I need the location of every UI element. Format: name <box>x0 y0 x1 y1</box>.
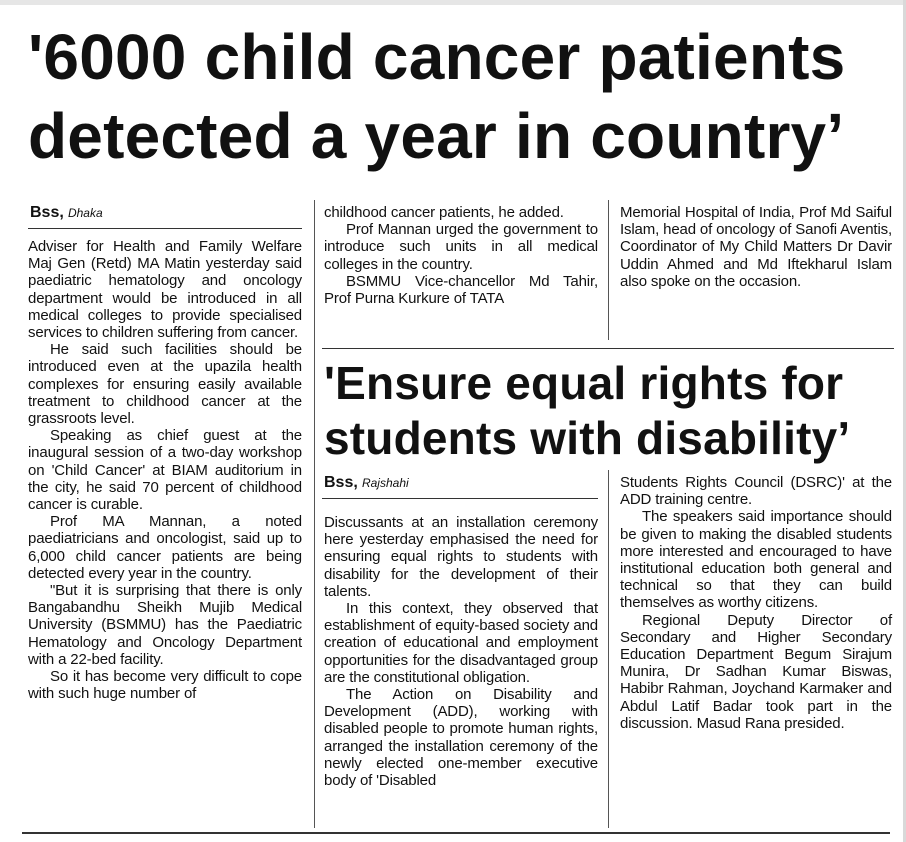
story2-place: Rajshahi <box>361 476 409 490</box>
story2-col1-paragraph: In this context, they observed that establishment of equity-based society and creation of educational and employment opportunities for the disadvantaged group are the constitutional obligation. <box>324 600 598 686</box>
story1-col2-paragraph: BSMMU Vice-chancellor Md Tahir, Prof Purna Kurkure of TATA <box>324 272 598 308</box>
story1-col3-paragraph: Memorial Hospital of India, Prof Md Saiful Islam, head of oncology of Sanofi Aventis, Coordinator of My Child Matters Dr Davir Uddin Ahmed and Md Iftekharul Islam also spoke on the occasion. <box>620 204 892 290</box>
story1-col1-paragraph: Prof MA Mannan, a noted paediatricians and oncologist, said up to 6,000 child cancer patients are being detected every year in the country. <box>28 513 302 582</box>
story1-agency: Bss, <box>30 204 64 221</box>
story1-col1-paragraph: "But it is surprising that there is only Bangabandhu Sheikh Mujib Medical University (BSMMU) has the Paediatric Hematology and Oncology Department with a 22-bed facility. <box>28 582 302 668</box>
story1-headline <box>28 18 898 176</box>
story1-column-3 <box>620 204 892 290</box>
story2-col2-paragraph: Students Rights Council (DSRC)' at the ADD training centre. <box>620 474 892 509</box>
story1-byline-rule <box>28 228 302 229</box>
story1-headline-line2: detected a year in country’ <box>28 100 845 172</box>
column-divider <box>608 200 609 340</box>
story-separator-rule <box>322 348 894 349</box>
story2-agency: Bss, <box>324 474 358 491</box>
story2-col1-paragraph: Discussants at an installation ceremony here yesterday emphasised the need for ensuring equal rights to students with disability for the development of their talents. <box>324 514 598 600</box>
story2-col2-paragraph: Regional Deputy Director of Secondary and Higher Secondary Education Department Begum Sirajum Munira, Dr Sadhan Kumar Biswas, Habibr Rahman, Joychand Karmaker and Abdul Latif Badar took part in the discussion. Masud Rana presided. <box>620 611 892 732</box>
column-divider <box>608 470 609 828</box>
story1-column-2 <box>324 204 598 307</box>
page-bottom-rule <box>22 832 890 834</box>
story2-byline-rule <box>322 498 598 499</box>
story1-col1-paragraph: Adviser for Health and Family Welfare Maj Gen (Retd) MA Matin yesterday said paediatric hematology and oncology department would be introduced in all medical colleges to provide specialised services to children suffering from cancer. <box>28 238 302 342</box>
story1-headline-line1: '6000 child cancer patients <box>28 21 846 93</box>
story2-byline <box>324 474 409 492</box>
story2-col2-paragraph: The speakers said importance should be given to making the disabled students more interested and encouraged to have institutional education both general and technical so that they can build themselves as worthy citizens. <box>620 508 892 612</box>
story1-col1-paragraph: So it has become very difficult to cope with such huge number of <box>28 668 302 703</box>
story1-col1-paragraph: He said such facilities should be introduced even at the upazila health complexes for ensuring easily available treatment to childhood cancer at the grassroots level. <box>28 341 302 428</box>
story2-column-1 <box>324 514 598 789</box>
story1-col2-paragraph: Prof Mannan urged the government to introduce such units in all medical colleges in the country. <box>324 221 598 273</box>
story2-column-2 <box>620 474 892 732</box>
story1-byline <box>30 204 103 222</box>
story2-col1-paragraph: The Action on Disability and Development (ADD), working with disabled people to promote human rights, arranged the installation ceremony of the newly elected one-member executive body of 'Disabled <box>324 686 598 790</box>
story2-headline <box>324 356 896 466</box>
story1-column-1 <box>28 238 302 702</box>
story1-col1-paragraph: Speaking as chief guest at the inaugural session of a two-day workshop on 'Child Cancer' at BIAM auditorium in the city, he said 70 percent of childhood cancer is curable. <box>28 427 302 514</box>
story2-headline-line1: 'Ensure equal rights for <box>324 357 844 409</box>
column-divider <box>314 200 315 828</box>
story1-place: Dhaka <box>67 206 103 220</box>
story1-col2-paragraph: childhood cancer patients, he added. <box>324 204 564 221</box>
page-top-edge <box>0 0 906 5</box>
story2-headline-line2: students with disability’ <box>324 412 851 464</box>
